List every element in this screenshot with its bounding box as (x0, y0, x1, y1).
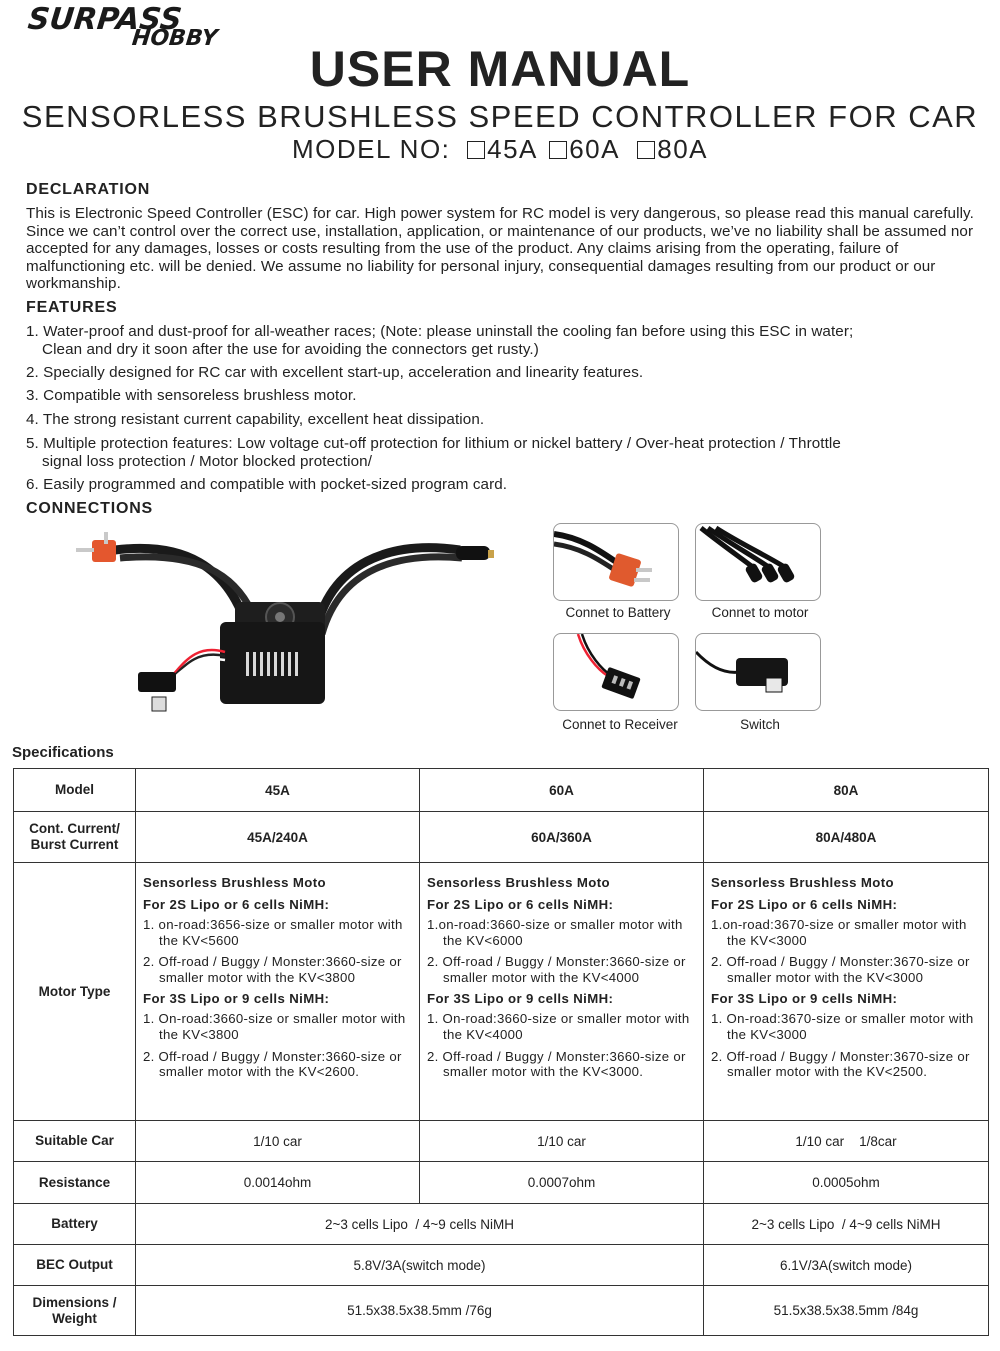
receiver-connector-image (553, 633, 679, 711)
row-label-dimensions-line2: Weight (52, 1310, 97, 1326)
model-80a-header: 80A (704, 769, 989, 812)
model-60a-header: 60A (420, 769, 704, 812)
page-subtitle: SENSORLESS BRUSHLESS SPEED CONTROLLER FOR CAR (21, 99, 979, 134)
feature-item-3 (26, 387, 976, 405)
model-label: MODEL NO: (291, 134, 451, 164)
motor-2s-onroad: 1.on-road:3670-size or smaller motor with the KV<3000 (711, 917, 967, 948)
caption-switch: Switch (740, 717, 780, 732)
declaration-heading: DECLARATION (26, 181, 151, 198)
current-60a: 60A/360A (420, 812, 704, 863)
model-number-line (0, 134, 1000, 165)
suitable-car-60a: 1/10 car (420, 1121, 704, 1162)
model-checkbox-60a (549, 141, 567, 159)
switch-image (695, 633, 821, 711)
table-row-model (14, 769, 989, 812)
model-option-45a: 45A (487, 134, 537, 164)
motor-type-60a (420, 863, 704, 1121)
row-label-resistance: Resistance (14, 1162, 136, 1204)
table-row-resistance (14, 1162, 989, 1204)
feature-item-2-line1: 2. Specially designed for RC car with excellent start-up, acceleration and linearity features. (26, 364, 644, 381)
feature-item-3-line1: 3. Compatible with sensoreless brushless motor. (26, 387, 357, 404)
row-label-model: Model (14, 769, 136, 812)
battery-45a-60a: 2~3 cells Lipo / 4~9 cells NiMH (136, 1204, 704, 1245)
feature-item-5-line1: 5. Multiple protection features: Low voltage cut-off protection for lithium or nickel battery / Over-heat protection / Throttle (26, 435, 841, 452)
dimensions-45a-60a: 51.5x38.5x38.5mm /76g (136, 1286, 704, 1336)
feature-item-5-line2: signal loss protection / Motor blocked protection/ (42, 453, 373, 470)
row-label-suitable-car: Suitable Car (14, 1121, 136, 1162)
resistance-45a: 0.0014ohm (136, 1162, 420, 1204)
motor-2s-offroad: 2. Off-road / Buggy / Monster:3660-size or smaller motor with the KV<3800 (143, 954, 402, 985)
declaration-text: This is Electronic Speed Controller (ESC) for car. High power system for RC model is very dangerous, so please read this manual carefully. Since we can’t control over the correct use, installation, application, or maintenance of our products, we’ve no liability shall be assumed nor accepted for any damages, losses or costs resulting from the use of the product. Any claims arising from the operating, failure of malfunctioning etc. will be denied. We assume no liability for personal injury, consequential damages resulting from our product or our workmanship. (26, 205, 974, 293)
bec-80a: 6.1V/3A(switch mode) (704, 1245, 989, 1286)
row-label-current-line1: Cont. Current/ (29, 821, 120, 836)
feature-item-4 (26, 411, 976, 429)
feature-item-4-line1: 4. The strong resistant current capability, excellent heat dissipation. (26, 411, 485, 428)
motor-3s-heading: For 3S Lipo or 9 cells NiMH: (427, 991, 614, 1007)
model-checkbox-45a (467, 141, 485, 159)
brand-logo-line1: SURPASS (26, 2, 184, 37)
motor-title: Sensorless Brushless Moto (711, 875, 894, 890)
specifications-heading: Specifications (12, 744, 114, 761)
motor-3s-onroad: 1. On-road:3660-size or smaller motor with the KV<3800 (143, 1011, 406, 1042)
motor-3s-offroad: 2. Off-road / Buggy / Monster:3660-size or smaller motor with the KV<3000. (427, 1048, 686, 1080)
motor-2s-onroad: 1.on-road:3660-size or smaller motor with the KV<6000 (427, 917, 683, 948)
battery-80a: 2~3 cells Lipo / 4~9 cells NiMH (704, 1204, 989, 1245)
motor-3s-offroad: 2. Off-road / Buggy / Monster:3660-size or smaller motor with the KV<2600. (143, 1048, 402, 1080)
feature-item-2 (26, 364, 976, 382)
features-heading: FEATURES (26, 299, 118, 316)
table-row-motor-type (14, 863, 989, 1121)
table-row-current (14, 812, 989, 863)
feature-item-6 (26, 476, 976, 494)
motor-2s-onroad: 1. on-road:3656-size or smaller motor with the KV<5600 (143, 917, 403, 948)
suitable-car-45a: 1/10 car (136, 1121, 420, 1162)
page-title: USER MANUAL (309, 41, 691, 97)
model-option-60a: 60A (569, 134, 619, 164)
row-label-dimensions-line1: Dimensions / (32, 1294, 117, 1310)
motor-connector-image (695, 523, 821, 601)
current-45a: 45A/240A (136, 812, 420, 863)
resistance-60a: 0.0007ohm (420, 1162, 704, 1204)
motor-2s-offroad: 2. Off-road / Buggy / Monster:3670-size or smaller motor with the KV<3000 (711, 954, 970, 985)
brand-logo-line2: HOBBY (130, 26, 219, 51)
row-label-current-line2: Burst Current (30, 837, 119, 852)
model-45a-header: 45A (136, 769, 420, 812)
motor-3s-offroad: 2. Off-road / Buggy / Monster:3670-size or smaller motor with the KV<2500. (711, 1048, 970, 1080)
table-row-dimensions (14, 1286, 989, 1336)
row-label-battery: Battery (14, 1204, 136, 1245)
suitable-car-80a: 1/10 car 1/8car (704, 1121, 989, 1162)
motor-3s-heading: For 3S Lipo or 9 cells NiMH: (143, 991, 330, 1007)
feature-item-5 (26, 435, 976, 471)
motor-2s-heading: For 2S Lipo or 6 cells NiMH: (427, 897, 614, 912)
motor-title: Sensorless Brushless Moto (143, 875, 326, 890)
feature-item-1 (26, 323, 976, 359)
battery-connector-image (553, 523, 679, 601)
motor-3s-onroad: 1. On-road:3670-size or smaller motor with the KV<3000 (711, 1011, 974, 1042)
table-row-suitable-car (14, 1121, 989, 1162)
motor-type-80a (704, 863, 989, 1121)
specifications-table (13, 768, 989, 1336)
motor-2s-offroad: 2. Off-road / Buggy / Monster:3660-size or smaller motor with the KV<4000 (427, 954, 686, 985)
motor-2s-heading: For 2S Lipo or 6 cells NiMH: (711, 897, 898, 912)
feature-item-1-line1: 1. Water-proof and dust-proof for all-weather races; (Note: please uninstall the cooling fan before using this ESC in water; (26, 323, 854, 340)
table-row-battery (14, 1204, 989, 1245)
motor-3s-heading: For 3S Lipo or 9 cells NiMH: (711, 991, 898, 1007)
row-label-bec: BEC Output (14, 1245, 136, 1286)
feature-item-1-line2: Clean and dry it soon after the use for avoiding the connectors get rusty.) (42, 341, 539, 358)
caption-battery: Connet to Battery (565, 605, 671, 620)
row-label-dimensions (14, 1286, 136, 1336)
motor-2s-heading: For 2S Lipo or 6 cells NiMH: (143, 897, 330, 912)
feature-item-6-line1: 6. Easily programmed and compatible with pocket-sized program card. (26, 476, 508, 493)
row-label-motor-type: Motor Type (14, 863, 136, 1121)
connections-heading: CONNECTIONS (26, 500, 154, 517)
motor-3s-onroad: 1. On-road:3660-size or smaller motor with the KV<4000 (427, 1011, 690, 1042)
esc-product-image (60, 522, 520, 722)
caption-receiver: Connet to Receiver (562, 717, 678, 732)
table-row-bec (14, 1245, 989, 1286)
bec-45a-60a: 5.8V/3A(switch mode) (136, 1245, 704, 1286)
resistance-80a: 0.0005ohm (704, 1162, 989, 1204)
current-80a: 80A/480A (704, 812, 989, 863)
model-option-80a: 80A (657, 134, 709, 164)
row-label-current (14, 812, 136, 863)
model-checkbox-80a (637, 141, 655, 159)
motor-type-45a (136, 863, 420, 1121)
dimensions-80a: 51.5x38.5x38.5mm /84g (704, 1286, 989, 1336)
caption-motor: Connet to motor (711, 605, 809, 620)
motor-title: Sensorless Brushless Moto (427, 875, 610, 890)
